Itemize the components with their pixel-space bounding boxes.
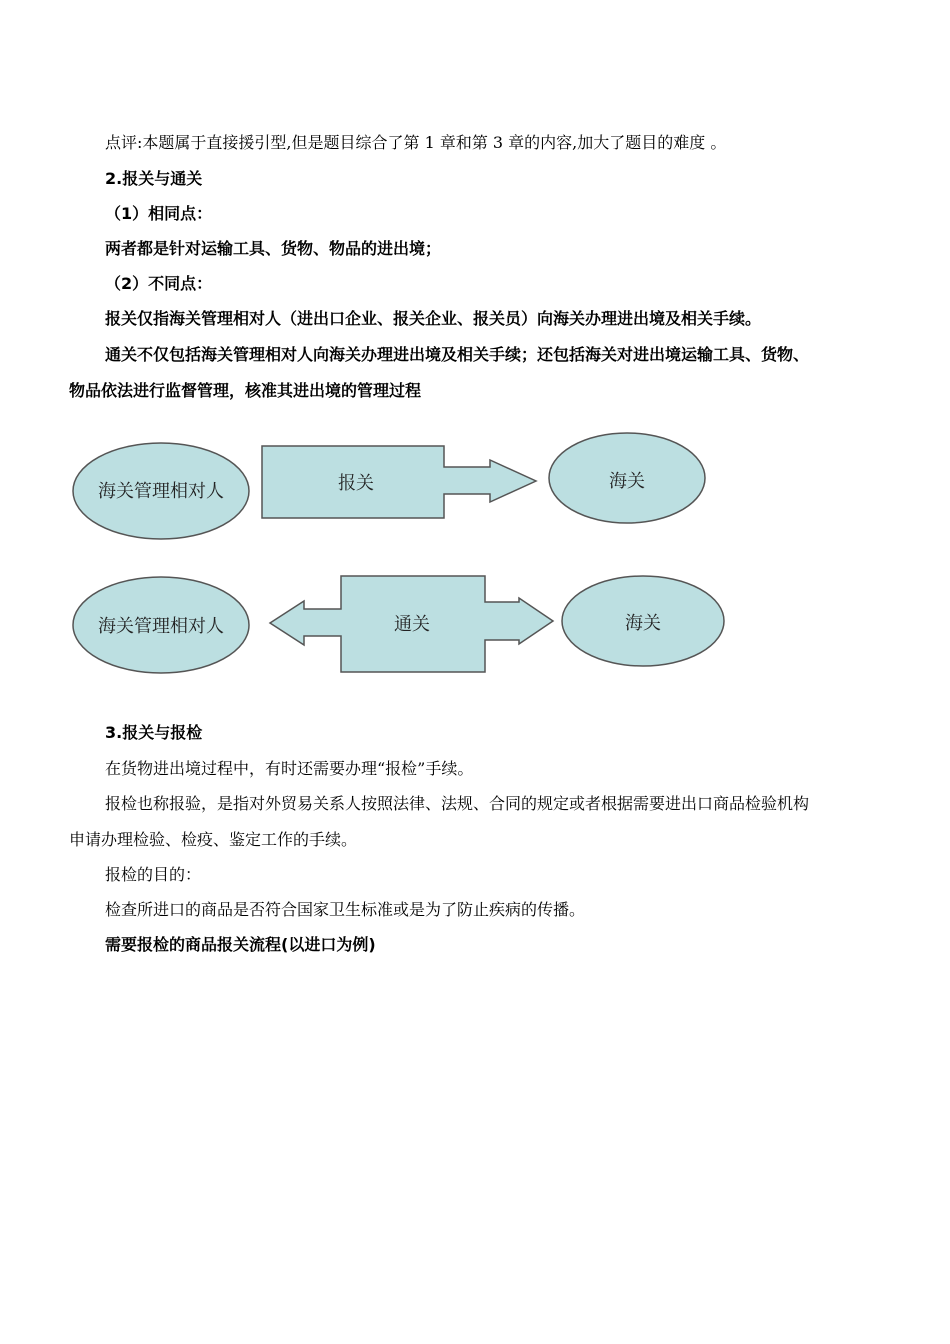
baojian-definition-2: 申请办理检验、检疫、鉴定工作的手续。 xyxy=(69,830,358,849)
top-left-node-label: 海关管理相对人 xyxy=(98,481,224,502)
diff-tongguan-text-2: 物品依法进行监督管理，核准其进出境的管理过程 xyxy=(69,381,422,400)
diff-tongguan-text-1: 通关不仅包括海关管理相对人向海关办理进出境及相关手续；还包括海关对进出境运输工具、货物、 xyxy=(105,345,810,364)
same-points-text: 两者都是针对运输工具、货物、物品的进出境； xyxy=(105,239,442,258)
baoguan-arrow-shape xyxy=(262,446,536,518)
top-right-node-label: 海关 xyxy=(609,471,645,492)
same-points-label: （1）相同点： xyxy=(105,204,213,223)
heading-baoguan-baojian: 3.报关与报检 xyxy=(105,723,203,742)
comment-line: 点评:本题属于直接援引型,但是题目综合了第 1 章和第 3 章的内容,加大了题目的难度 。 xyxy=(105,133,727,152)
diff-points-label: （2）不同点： xyxy=(105,274,213,293)
purpose-text: 检查所进口的商品是否符合国家卫生标准或是为了防止疾病的传播。 xyxy=(105,900,586,919)
baoguan-arrow-label: 报关 xyxy=(338,473,374,494)
heading-baoguan-tongguan: 2.报关与通关 xyxy=(105,169,203,188)
flow-title: 需要报检的商品报关流程(以进口为例) xyxy=(105,935,376,954)
tongguan-arrow-label: 通关 xyxy=(394,614,430,635)
diff-baoguan-text: 报关仅指海关管理相对人（进出口企业、报关企业、报关员）向海关办理进出境及相关手续。 xyxy=(105,309,762,328)
bottom-right-node-label: 海关 xyxy=(625,613,661,634)
baojian-intro: 在货物进出境过程中，有时还需要办理“报检”手续。 xyxy=(105,759,474,778)
purpose-label: 报检的目的： xyxy=(105,865,202,884)
bottom-left-node-label: 海关管理相对人 xyxy=(98,616,224,637)
baojian-definition-1: 报检也称报验，是指对外贸易关系人按照法律、法规、合同的规定或者根据需要进出口商品检验机构 xyxy=(105,794,810,813)
